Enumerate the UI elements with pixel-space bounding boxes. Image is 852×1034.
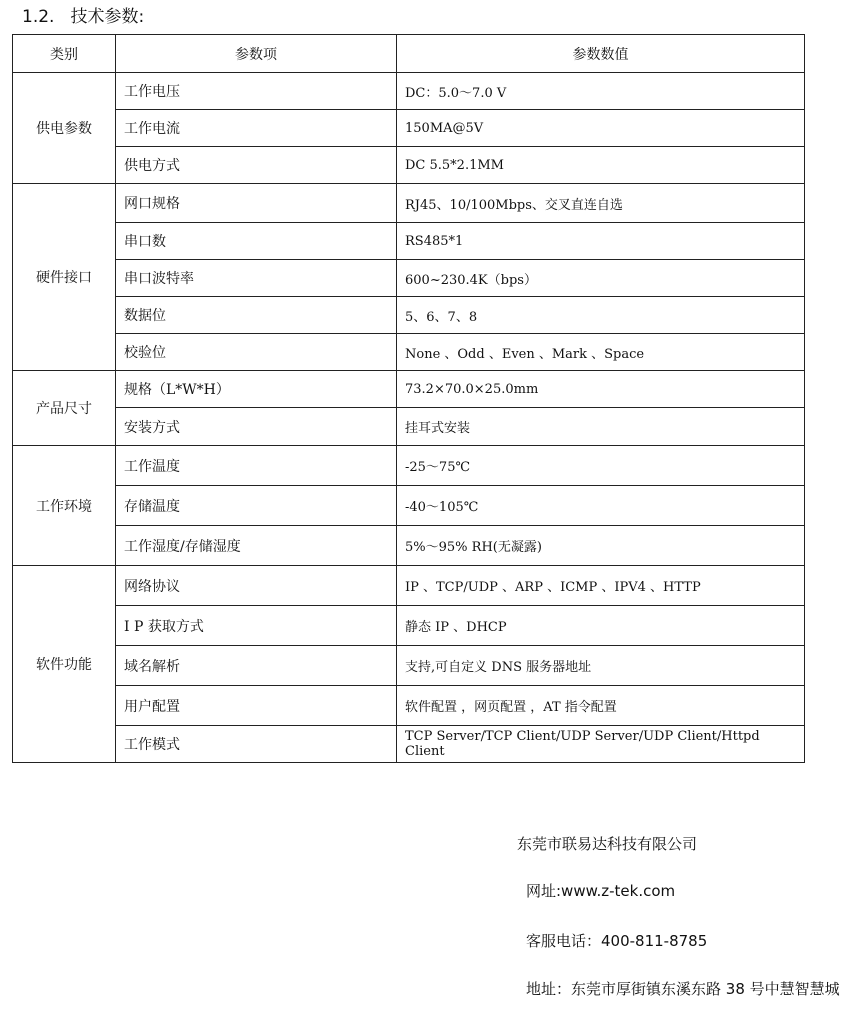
category-cell: 硬件接口 bbox=[13, 184, 116, 371]
value-cell: RS485*1 bbox=[397, 223, 805, 260]
table-row bbox=[13, 260, 805, 297]
value-cell: 挂耳式安装 bbox=[397, 408, 805, 446]
item-cell: 用户配置 bbox=[116, 686, 397, 726]
table-row bbox=[13, 147, 805, 184]
value-cell: RJ45、10/100Mbps、交叉直连自选 bbox=[397, 184, 805, 223]
item-cell: 网口规格 bbox=[116, 184, 397, 223]
section-title: 技术参数: bbox=[70, 7, 145, 27]
table-row bbox=[13, 646, 805, 686]
phone: 客服电话：400-811-8785 bbox=[526, 932, 708, 950]
item-cell: 存储温度 bbox=[116, 486, 397, 526]
value-cell: 150MA@5V bbox=[397, 110, 805, 147]
category-cell: 软件功能 bbox=[13, 566, 116, 763]
table-row bbox=[13, 606, 805, 646]
item-cell: 网络协议 bbox=[116, 566, 397, 606]
website: 网址:www.z-tek.com bbox=[526, 882, 676, 900]
item-cell: 串口波特率 bbox=[116, 260, 397, 297]
value-cell: TCP Server/TCP Client/UDP Server/UDP Client/Httpd Client bbox=[397, 726, 805, 763]
value-cell: None 、Odd 、Even 、Mark 、Space bbox=[397, 334, 805, 371]
value-cell: DC：5.0～7.0 V bbox=[397, 73, 805, 110]
item-cell: 规格（L*W*H） bbox=[116, 371, 397, 408]
table-row bbox=[13, 334, 805, 371]
table-row bbox=[13, 446, 805, 486]
table-row bbox=[13, 686, 805, 726]
category-cell: 供电参数 bbox=[13, 73, 116, 184]
item-cell: 供电方式 bbox=[116, 147, 397, 184]
table-row bbox=[13, 486, 805, 526]
table-row bbox=[13, 526, 805, 566]
section-heading bbox=[22, 2, 144, 27]
table-row bbox=[13, 223, 805, 260]
header-value: 参数数值 bbox=[397, 35, 805, 73]
item-cell: 域名解析 bbox=[116, 646, 397, 686]
item-cell: I P 获取方式 bbox=[116, 606, 397, 646]
value-cell: -40～105℃ bbox=[397, 486, 805, 526]
address: 地址：东莞市厚街镇东溪东路 38 号中慧智慧城 bbox=[526, 980, 840, 998]
item-cell: 校验位 bbox=[116, 334, 397, 371]
table-row bbox=[13, 297, 805, 334]
item-cell: 工作模式 bbox=[116, 726, 397, 763]
table-row bbox=[13, 726, 805, 763]
spec-table bbox=[12, 34, 805, 763]
spec-table-body bbox=[13, 73, 805, 763]
item-cell: 串口数 bbox=[116, 223, 397, 260]
company-name: 东莞市联易达科技有限公司 bbox=[517, 835, 698, 853]
value-cell: 5%～95% RH(无凝露) bbox=[397, 526, 805, 566]
value-cell: DC 5.5*2.1MM bbox=[397, 147, 805, 184]
value-cell: 73.2×70.0×25.0mm bbox=[397, 371, 805, 408]
item-cell: 工作电流 bbox=[116, 110, 397, 147]
table-row bbox=[13, 184, 805, 223]
table-header-row bbox=[13, 35, 805, 73]
category-cell: 产品尺寸 bbox=[13, 371, 116, 446]
value-cell: IP 、TCP/UDP 、ARP 、ICMP 、IPV4 、HTTP bbox=[397, 566, 805, 606]
value-cell: 静态 IP 、DHCP bbox=[397, 606, 805, 646]
value-cell: 软件配置 ，网页配置 ，AT 指令配置 bbox=[397, 686, 805, 726]
value-cell: 600~230.4K（bps） bbox=[397, 260, 805, 297]
table-row bbox=[13, 566, 805, 606]
item-cell: 工作温度 bbox=[116, 446, 397, 486]
table-row bbox=[13, 408, 805, 446]
section-number: 1.2. bbox=[22, 7, 55, 27]
item-cell: 工作电压 bbox=[116, 73, 397, 110]
item-cell: 工作湿度/存储湿度 bbox=[116, 526, 397, 566]
value-cell: 支持,可自定义 DNS 服务器地址 bbox=[397, 646, 805, 686]
table-row bbox=[13, 371, 805, 408]
header-category: 类别 bbox=[13, 35, 116, 73]
table-row bbox=[13, 110, 805, 147]
category-cell: 工作环境 bbox=[13, 446, 116, 566]
value-cell: 5、6、7、8 bbox=[397, 297, 805, 334]
value-cell: -25～75℃ bbox=[397, 446, 805, 486]
item-cell: 数据位 bbox=[116, 297, 397, 334]
item-cell: 安装方式 bbox=[116, 408, 397, 446]
header-item: 参数项 bbox=[116, 35, 397, 73]
table-row bbox=[13, 73, 805, 110]
